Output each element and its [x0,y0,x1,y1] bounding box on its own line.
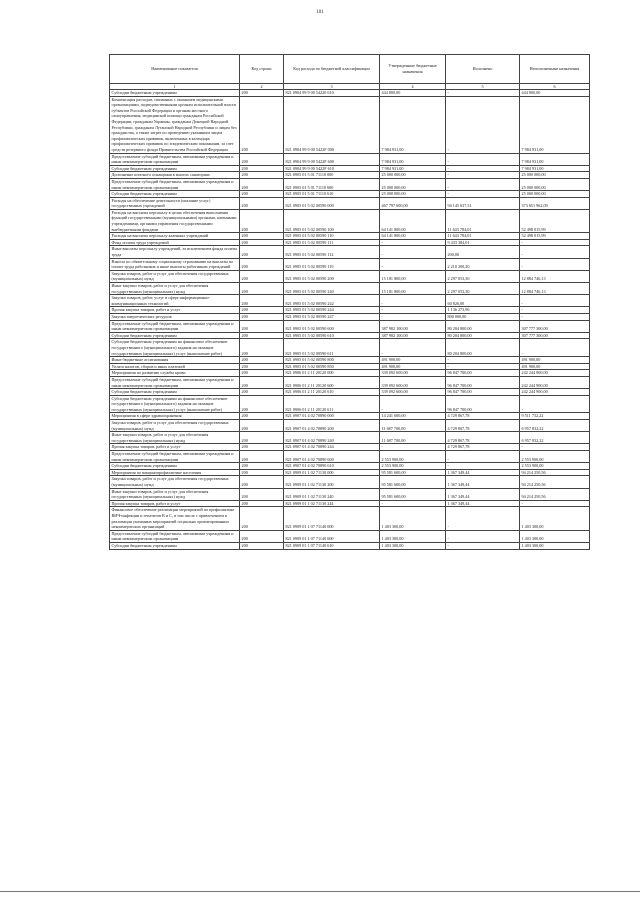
row-executed: - [446,172,520,179]
table-header-row [110,55,590,84]
table-row [110,90,590,97]
row-remaining: 242 244 900,00 [520,370,590,377]
table-row [110,339,590,357]
row-line-code: 200 [240,258,284,270]
row-approved: - [380,500,446,507]
row-budget-code: 821 0905 01 5 02 00590 611 [284,339,380,357]
table-row [110,357,590,364]
table-row [110,476,590,488]
row-approved: - [380,339,446,357]
table-row [110,451,590,463]
table-row [110,270,590,282]
row-remaining: - [520,395,590,413]
row-line-code: 200 [240,172,284,179]
row-approved: - [380,258,446,270]
row-approved: 11 687 700,00 [380,432,446,444]
row-line-code: 200 [240,96,284,153]
row-remaining: 491 900,00 [520,357,590,364]
row-remaining: 25 000 000,00 [520,178,590,190]
row-indicator-name: Закупка товаров, работ и услуг для обеспечения государственных (муниципальных) нужд [110,420,240,432]
row-remaining: - [520,307,590,314]
table-row [110,444,590,451]
row-budget-code: 821 0905 01 5 02 00590 850 [284,363,380,370]
row-budget-code: 821 0907 01 4 02 70890 600 [284,451,380,463]
row-remaining: 373 651 962,09 [520,197,590,209]
column-number: 6 [520,84,590,90]
row-executed: 1 136 273,96 [446,307,520,314]
row-line-code: 200 [240,363,284,370]
row-indicator-name: Фонд оплаты труда учреждений [110,239,240,246]
row-line-code: 200 [240,197,284,209]
row-indicator-name: Расходы на обеспечение деятельности (оказание услуг) государственных учреждений [110,197,240,209]
row-budget-code: 821 0906 01 2 11 20120 610 [284,389,380,396]
table-row [110,420,590,432]
table-row [110,370,590,377]
row-remaining: - [520,258,590,270]
row-approved: 95 581 600,00 [380,488,446,500]
table-row [110,363,590,370]
row-budget-code: 821 0909 01 1 02 71130 200 [284,476,380,488]
table-row [110,283,590,295]
row-indicator-name: Мероприятия в сфере здравоохранения [110,413,240,420]
header-executed: Исполнено [446,55,520,84]
row-executed: - [446,530,520,542]
row-approved: 444 800,00 [380,90,446,97]
table-row [110,320,590,332]
table-row [110,258,590,270]
column-number: 4 [380,84,446,90]
row-approved: 339 092 600,00 [380,376,446,388]
row-indicator-name: Закупка товаров, работ и услуг для обеспечения государственных (муниципальных) нужд [110,270,240,282]
table-row [110,153,590,165]
row-remaining: 94 214 250,56 [520,469,590,476]
row-executed: 2 297 053,30 [446,283,520,295]
row-executed: - [446,96,520,153]
row-budget-code: 821 0904 99 9 00 5422F 600 [284,153,380,165]
row-line-code: 200 [240,488,284,500]
row-budget-code: 821 0905 01 5 01 71110 600 [284,178,380,190]
row-budget-code: 821 0909 01 1 02 71130 240 [284,488,380,500]
table-row [110,469,590,476]
row-line-code: 200 [240,542,284,549]
row-indicator-name: Иные закупки товаров, работ и услуг для обеспечения государственных (муниципальных) нужд [110,488,240,500]
row-indicator-name: Субсидии бюджетным учреждениям [110,191,240,198]
row-budget-code: 821 0905 01 5 02 00590 247 [284,313,380,320]
row-indicator-name: Расходы на выплаты персоналу казенных учреждений [110,233,240,240]
row-budget-code: 821 0905 01 5 02 00590 000 [284,197,380,209]
row-line-code: 200 [240,90,284,97]
row-approved: 95 581 600,00 [380,476,446,488]
table-row [110,295,590,307]
row-approved: 7 984 931,00 [380,153,446,165]
row-indicator-name: Уплата налогов, сборов и иных платежей [110,363,240,370]
row-remaining: - [520,444,590,451]
row-remaining: - [520,500,590,507]
row-line-code: 200 [240,320,284,332]
row-executed: 80 204 800,00 [446,320,520,332]
row-executed: 4 729 867,78 [446,432,520,444]
row-executed: - [446,451,520,463]
row-remaining: 7 984 931,00 [520,96,590,153]
row-indicator-name: Субсидии бюджетным учреждениям на финансовое обеспечение государственного (муниципального) задания на оказание государственных (муниципальных) услуг (выполнение работ) [110,395,240,413]
row-remaining: 6 957 832,22 [520,432,590,444]
row-approved: 7 984 931,00 [380,96,446,153]
row-indicator-name: Предоставление субсидий бюджетным, автономным учреждениям и иным некоммерческим организациям [110,178,240,190]
row-remaining: 7 984 931,00 [520,153,590,165]
row-approved: 491 900,00 [380,357,446,364]
row-executed: - [446,363,520,370]
row-remaining: 12 884 746,13 [520,283,590,295]
row-budget-code: 821 0905 01 5 02 00590 240 [284,283,380,295]
row-budget-code: 821 0906 01 2 11 20120 611 [284,395,380,413]
row-approved: - [380,295,446,307]
header-budget-classification-code: Код расхода по бюджетной классификации [284,55,380,84]
row-line-code: 200 [240,313,284,320]
row-indicator-name: Закупка товаров, работ, услуг в сфере информационно-коммуникационных технологий [110,295,240,307]
row-approved: 25 000 000,00 [380,191,446,198]
row-line-code: 200 [240,476,284,488]
row-indicator-name: Субсидии бюджетным учреждениям [110,389,240,396]
row-budget-code: 821 0905 01 5 02 00590 800 [284,357,380,364]
row-executed: 9 433 384,01 [446,239,520,246]
row-approved: 15 181 800,00 [380,270,446,282]
row-remaining: 1 403 300,00 [520,542,590,549]
table-row [110,197,590,209]
row-remaining: 491 900,00 [520,363,590,370]
row-line-code: 200 [240,307,284,314]
row-executed: - [446,178,520,190]
row-remaining: 6 957 832,22 [520,420,590,432]
row-line-code: 200 [240,295,284,307]
row-executed: 80 204 800,00 [446,339,520,357]
row-executed: 200,00 [446,246,520,258]
table-row [110,178,590,190]
row-indicator-name: Иные выплаты персоналу учреждений, за исключением фонда оплаты труда [110,246,240,258]
row-budget-code: 821 0906 01 2 11 20120 600 [284,376,380,388]
row-executed: - [446,463,520,470]
row-budget-code: 821 0907 01 4 02 70890 240 [284,432,380,444]
row-indicator-name: Иные бюджетные ассигнования [110,357,240,364]
row-indicator-name: Субсидии бюджетным учреждениям [110,463,240,470]
budget-execution-table-wrapper [109,54,589,550]
row-executed: 80 204 800,00 [446,332,520,339]
row-executed: 4 729 867,78 [446,444,520,451]
row-remaining: 52 498 015,99 [520,209,590,232]
row-line-code: 200 [240,246,284,258]
row-indicator-name: Финансовое обеспечение реализации мероприятий по профилактике ВИЧ-инфекции и гепатитов B и C, в том числе с привлечением к реализации указанных мероприятий социально ориентированных некоммерческих организаций [110,507,240,530]
table-body [110,90,590,550]
table-row [110,191,590,198]
row-executed: 800 000,00 [446,313,520,320]
row-approved: 15 181 800,00 [380,283,446,295]
row-line-code: 200 [240,530,284,542]
row-approved: 387 982 100,00 [380,320,446,332]
row-executed: 11 643 784,01 [446,209,520,232]
row-remaining: 94 214 250,56 [520,476,590,488]
row-budget-code: 821 0905 01 5 02 00590 244 [284,307,380,314]
row-approved: 2 553 900,00 [380,463,446,470]
row-executed: - [446,542,520,549]
table-row [110,500,590,507]
row-line-code: 200 [240,500,284,507]
row-executed: 1 367 349,44 [446,488,520,500]
row-executed: 96 847 700,00 [446,395,520,413]
row-approved: 25 000 000,00 [380,178,446,190]
row-approved: - [380,239,446,246]
row-indicator-name: Предоставление субсидий бюджетным, автономным учреждениям и иным некоммерческим организациям [110,530,240,542]
row-budget-code: 821 0905 01 5 02 00590 242 [284,295,380,307]
table-row [110,530,590,542]
row-approved: 491 900,00 [380,363,446,370]
column-number: 5 [446,84,520,90]
row-indicator-name: Иные закупки товаров, работ и услуг для обеспечения государственных (муниципальных) нужд [110,432,240,444]
table-row [110,307,590,314]
row-approved: 11 687 700,00 [380,420,446,432]
row-indicator-name: Закупка энергетических ресурсов [110,313,240,320]
row-indicator-name: Субсидии бюджетным учреждениям [110,332,240,339]
table-row [110,313,590,320]
row-approved: - [380,246,446,258]
row-executed: 96 847 700,00 [446,376,520,388]
row-indicator-name: Расходы на выплаты персоналу в целях обеспечения выполнения функций государственными (муниципальными) органами, казенными учреждениями, органами управления государственными внебюджетными фондами [110,209,240,232]
table-row [110,432,590,444]
row-executed: 1 367 349,44 [446,469,520,476]
row-indicator-name: Взносы по обязательному социальному страхованию на выплаты по оплате труда работников и иные выплаты работникам учреждений [110,258,240,270]
page-number: 101 [316,10,324,15]
row-executed: 96 847 700,00 [446,370,520,377]
row-remaining: - [520,295,590,307]
row-executed: 4 729 867,78 [446,413,520,420]
row-remaining: 1 403 300,00 [520,530,590,542]
table-row [110,463,590,470]
row-approved: 339 092 600,00 [380,389,446,396]
table-row [110,413,590,420]
row-line-code: 200 [240,283,284,295]
row-remaining: - [520,246,590,258]
row-budget-code: 821 0905 01 5 02 00590 111 [284,239,380,246]
row-line-code: 200 [240,432,284,444]
row-line-code: 200 [240,389,284,396]
row-executed: - [446,153,520,165]
row-approved: 339 092 600,00 [380,370,446,377]
row-indicator-name: Субсидии бюджетным учреждениям [110,165,240,172]
column-number: 3 [284,84,380,90]
row-budget-code: 821 0904 99 9 00 5422F 000 [284,96,380,153]
row-approved: 387 982 100,00 [380,332,446,339]
row-line-code: 200 [240,463,284,470]
row-indicator-name: Мероприятия по вакцинопрофилактике населения [110,469,240,476]
row-executed: 96 847 700,00 [446,389,520,396]
table-row [110,542,590,549]
row-remaining: 2 553 900,00 [520,451,590,463]
row-approved: 467 797 600,00 [380,197,446,209]
row-line-code: 200 [240,376,284,388]
table-row [110,246,590,258]
table-row [110,239,590,246]
row-budget-code: 821 0905 01 5 02 00590 119 [284,258,380,270]
row-budget-code: 821 0905 01 5 02 00590 610 [284,332,380,339]
row-approved: 64 141 800,00 [380,209,446,232]
row-budget-code: 821 0907 01 4 02 70890 000 [284,413,380,420]
row-executed: 94 145 637,51 [446,197,520,209]
budget-execution-table [109,54,590,550]
table-row [110,395,590,413]
row-approved: 95 581 600,00 [380,469,446,476]
row-indicator-name: Предоставление субсидий бюджетным, автономным учреждениям и иным некоммерческим организациям [110,153,240,165]
page-bottom-rule [0,891,640,892]
table-row [110,165,590,172]
table-row [110,389,590,396]
row-line-code: 200 [240,178,284,190]
row-indicator-name: Компенсация расходов, связанных с оказанием медицинскими организациями, подведомственными органам исполнительной власти субъектов Российской Федерации и органам местного самоуправления, медицинской помощи гражданам Российской Федерации, гражданам Украины, гражданам Донецкой Народной Республики, гражданам Луганской Народной Республики и лицам без гражданства, а также затрат по проведению указанным лицам профилактических прививок, включенных в календарь профилактических прививок по эпидемическим показаниям, за счет средств резервного фонда Правительства Российской Федерации [110,96,240,153]
row-remaining: 444 800,00 [520,90,590,97]
row-budget-code: 821 0905 01 5 01 71110 000 [284,172,380,179]
row-indicator-name: Предоставление субсидий бюджетным, автономным учреждениям и иным некоммерческим организациям [110,320,240,332]
table-row [110,233,590,240]
table-row [110,488,590,500]
row-line-code: 200 [240,233,284,240]
table-row [110,332,590,339]
row-line-code: 200 [240,451,284,463]
row-executed: - [446,507,520,530]
row-executed: 11 643 784,01 [446,233,520,240]
row-approved: 1 403 300,00 [380,542,446,549]
row-executed: 1 367 349,44 [446,500,520,507]
row-line-code: 200 [240,507,284,530]
row-line-code: 200 [240,395,284,413]
row-line-code: 200 [240,153,284,165]
row-line-code: 200 [240,332,284,339]
row-budget-code: 821 0909 01 1 02 71130 000 [284,469,380,476]
row-approved: - [380,444,446,451]
row-approved: 1 403 300,00 [380,530,446,542]
row-budget-code: 821 0905 01 5 01 71110 610 [284,191,380,198]
row-remaining: - [520,239,590,246]
row-remaining: 1 403 300,00 [520,507,590,530]
row-remaining: 12 884 746,13 [520,270,590,282]
row-budget-code: 821 0905 01 5 02 00590 600 [284,320,380,332]
row-indicator-name: Субсидии бюджетным учреждениям [110,542,240,549]
row-approved: 1 403 300,00 [380,507,446,530]
row-budget-code: 821 0909 01 1 07 71140 610 [284,542,380,549]
table-row [110,172,590,179]
table-row [110,96,590,153]
row-remaining: 307 777 300,00 [520,320,590,332]
row-indicator-name: Прочая закупка товаров, работ и услуг [110,307,240,314]
header-remaining: Неисполненные назначения [520,55,590,84]
row-executed: - [446,90,520,97]
row-approved: - [380,395,446,413]
row-indicator-name: Субсидии бюджетным учреждениям на финансовое обеспечение государственного (муниципального) задания на оказание государственных (муниципальных) услуг (выполнение работ) [110,339,240,357]
row-approved: - [380,307,446,314]
row-remaining: 25 000 000,00 [520,172,590,179]
row-approved: - [380,313,446,320]
row-approved: 64 141 800,00 [380,233,446,240]
column-number: 2 [240,84,284,90]
row-remaining: 2 553 900,00 [520,463,590,470]
row-remaining: 25 000 000,00 [520,191,590,198]
row-line-code: 200 [240,413,284,420]
row-line-code: 200 [240,209,284,232]
row-line-code: 200 [240,339,284,357]
row-budget-code: 821 0904 99 9 00 5422F 610 [284,165,380,172]
row-line-code: 200 [240,469,284,476]
table-row [110,376,590,388]
row-approved: 7 984 931,00 [380,165,446,172]
row-line-code: 200 [240,370,284,377]
row-budget-code: 821 0907 01 4 02 70890 200 [284,420,380,432]
row-indicator-name: Дополнение штатного оснащения в многих санаториях [110,172,240,179]
header-approved: Утвержденные бюджетные назначения [380,55,446,84]
row-executed: 2 297 053,30 [446,270,520,282]
row-remaining: 242 244 900,00 [520,389,590,396]
row-indicator-name: Прочая закупка товаров, работ и услуг [110,500,240,507]
row-budget-code: 821 0904 99 9 00 54220 610 [284,90,380,97]
header-line-code: Код строки [240,55,284,84]
row-indicator-name: Мероприятия по развитию службы крови [110,370,240,377]
row-executed: 4 729 867,78 [446,420,520,432]
row-approved: 14 241 600,00 [380,413,446,420]
row-budget-code: 821 0909 01 1 07 71140 600 [284,530,380,542]
row-line-code: 200 [240,270,284,282]
row-approved: 2 553 900,00 [380,451,446,463]
row-budget-code: 821 0909 01 1 07 71140 000 [284,507,380,530]
row-remaining: 242 244 900,00 [520,376,590,388]
row-executed: - [446,191,520,198]
row-approved: 25 000 000,00 [380,172,446,179]
header-indicator-name: Наименование показателя [110,55,240,84]
row-budget-code: 821 0906 01 2 11 20120 000 [284,370,380,377]
row-remaining: 94 214 250,56 [520,488,590,500]
row-indicator-name: Предоставление субсидий бюджетным, автономным учреждениям и иным некоммерческим организациям [110,376,240,388]
row-line-code: 200 [240,191,284,198]
row-budget-code: 821 0907 01 4 02 70890 244 [284,444,380,451]
row-indicator-name: Прочая закупка товаров, работ и услуг [110,444,240,451]
row-remaining: 52 498 015,99 [520,233,590,240]
table-row [110,209,590,232]
row-remaining: 307 777 300,00 [520,332,590,339]
row-executed: 2 210 200,20 [446,258,520,270]
row-remaining: 7 984 931,00 [520,165,590,172]
row-line-code: 200 [240,357,284,364]
row-remaining: 9 511 732,22 [520,413,590,420]
column-number: 1 [110,84,240,90]
table-row [110,507,590,530]
row-line-code: 200 [240,444,284,451]
row-executed: - [446,165,520,172]
row-budget-code: 821 0907 01 4 02 70890 610 [284,463,380,470]
row-indicator-name: Субсидии бюджетным учреждениям [110,90,240,97]
row-line-code: 200 [240,165,284,172]
row-budget-code: 821 0905 01 5 02 00590 112 [284,246,380,258]
row-remaining: - [520,313,590,320]
row-indicator-name: Иные закупки товаров, работ и услуг для обеспечения государственных (муниципальных) нужд [110,283,240,295]
row-budget-code: 821 0909 01 1 02 71130 244 [284,500,380,507]
row-budget-code: 821 0905 01 5 02 00590 100 [284,209,380,232]
row-executed: - [446,357,520,364]
row-indicator-name: Закупка товаров, работ и услуг для обеспечения государственных (муниципальных) нужд [110,476,240,488]
row-executed: 1 367 349,44 [446,476,520,488]
row-executed: 60 826,00 [446,295,520,307]
row-remaining: - [520,339,590,357]
row-indicator-name: Предоставление субсидий бюджетным, автономным учреждениям и иным некоммерческим организациям [110,451,240,463]
row-line-code: 200 [240,239,284,246]
row-budget-code: 821 0905 01 5 02 00590 200 [284,270,380,282]
row-budget-code: 821 0905 01 5 02 00590 110 [284,233,380,240]
row-line-code: 200 [240,420,284,432]
